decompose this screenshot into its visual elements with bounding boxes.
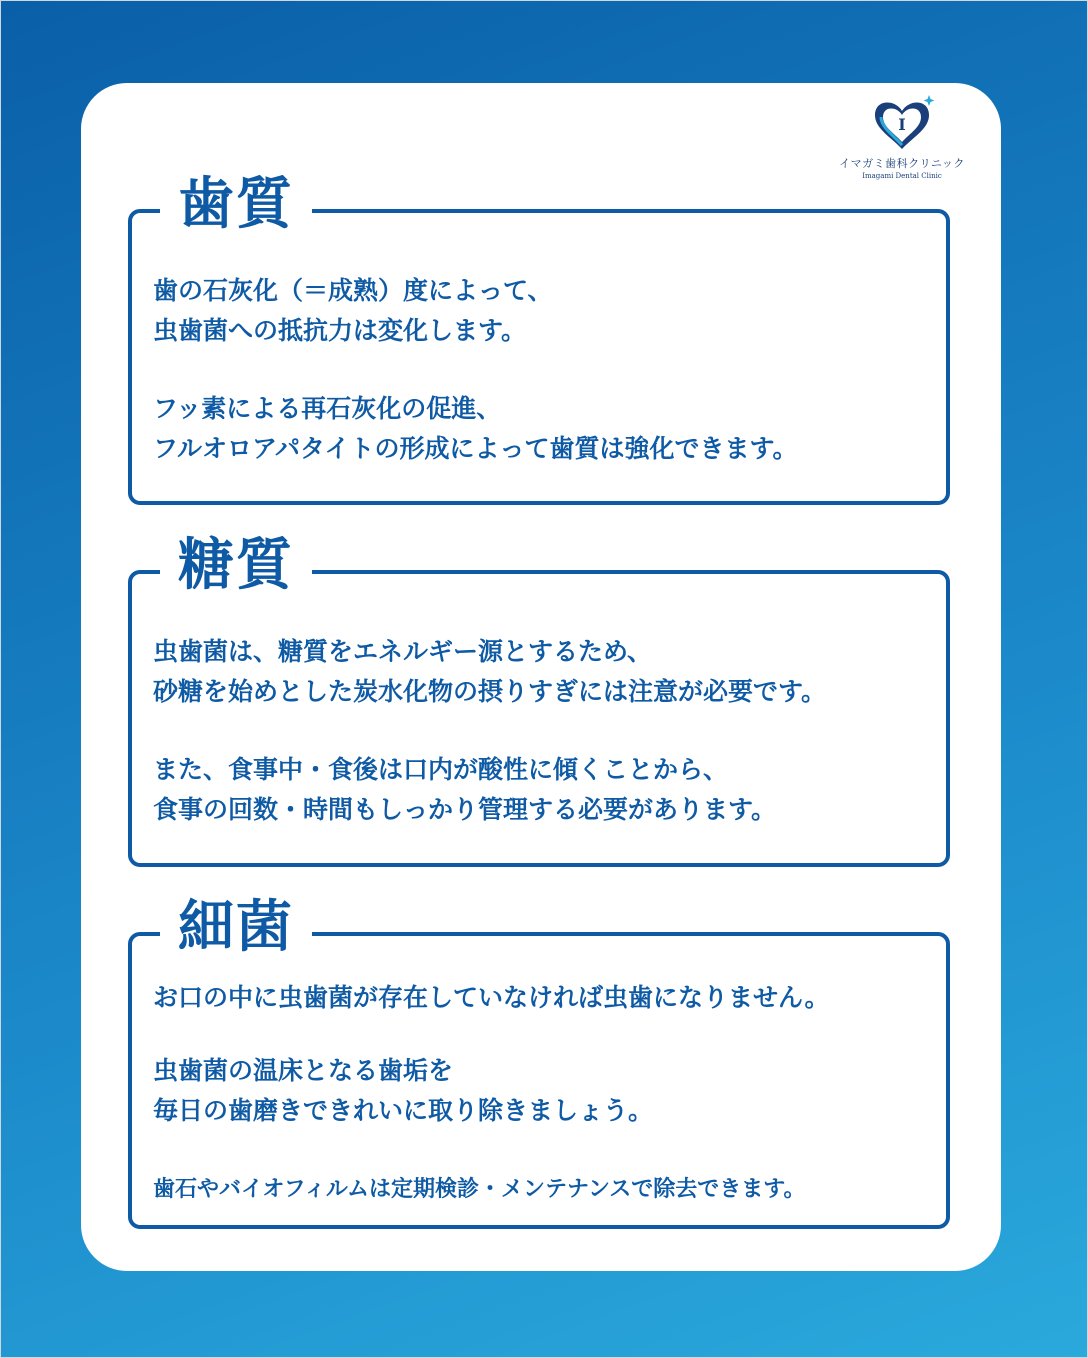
section-title: 歯質 xyxy=(160,173,312,237)
section-title: 細菌 xyxy=(160,896,312,960)
text-line: また、食事中・食後は口内が酸性に傾くことから、 xyxy=(153,755,729,784)
text-line: 歯石やバイオフィルムは定期検診・メンテナンスで除去できます。 xyxy=(153,1177,806,1202)
text-line: フッ素による再石灰化の促進、 xyxy=(153,394,502,423)
logo-name-en: Imagami Dental Clinic xyxy=(862,172,942,180)
logo-letter: I xyxy=(898,115,906,134)
text-line: 歯の石灰化（＝成熟）度によって、 xyxy=(153,276,553,305)
paragraph xyxy=(153,1051,936,1131)
text-line: 虫歯菌への抵抗力は変化します。 xyxy=(153,316,527,345)
section-bacteria xyxy=(128,895,950,1229)
paragraph xyxy=(153,389,936,469)
paragraph xyxy=(153,271,936,351)
section-title: 糖質 xyxy=(160,534,312,598)
paragraph xyxy=(153,632,936,712)
paragraph xyxy=(153,750,936,830)
paragraph xyxy=(153,978,936,1018)
tooth-heart-icon xyxy=(867,93,937,153)
clinic-logo xyxy=(827,93,977,193)
text-line: 砂糖を始めとした炭水化物の摂りすぎには注意が必要です。 xyxy=(153,677,827,706)
paragraph xyxy=(153,1174,936,1206)
text-line: お口の中に虫歯菌が存在していなければ虫歯になりません。 xyxy=(153,983,830,1012)
section-sugar xyxy=(128,533,950,867)
text-line: 食事の回数・時間もしっかり管理する必要があります。 xyxy=(153,795,777,824)
text-line: 毎日の歯磨きできれいに取り除きましょう。 xyxy=(153,1096,654,1125)
text-line: フルオロアパタイトの形成によって歯質は強化できます。 xyxy=(153,434,798,463)
sparkle-icon xyxy=(924,95,935,106)
text-line: 虫歯菌は、糖質をエネルギー源とするため、 xyxy=(153,637,653,666)
text-line: 虫歯菌の温床となる歯垢を xyxy=(153,1056,454,1085)
logo-name-ja: イマガミ歯科クリニック xyxy=(839,157,965,170)
